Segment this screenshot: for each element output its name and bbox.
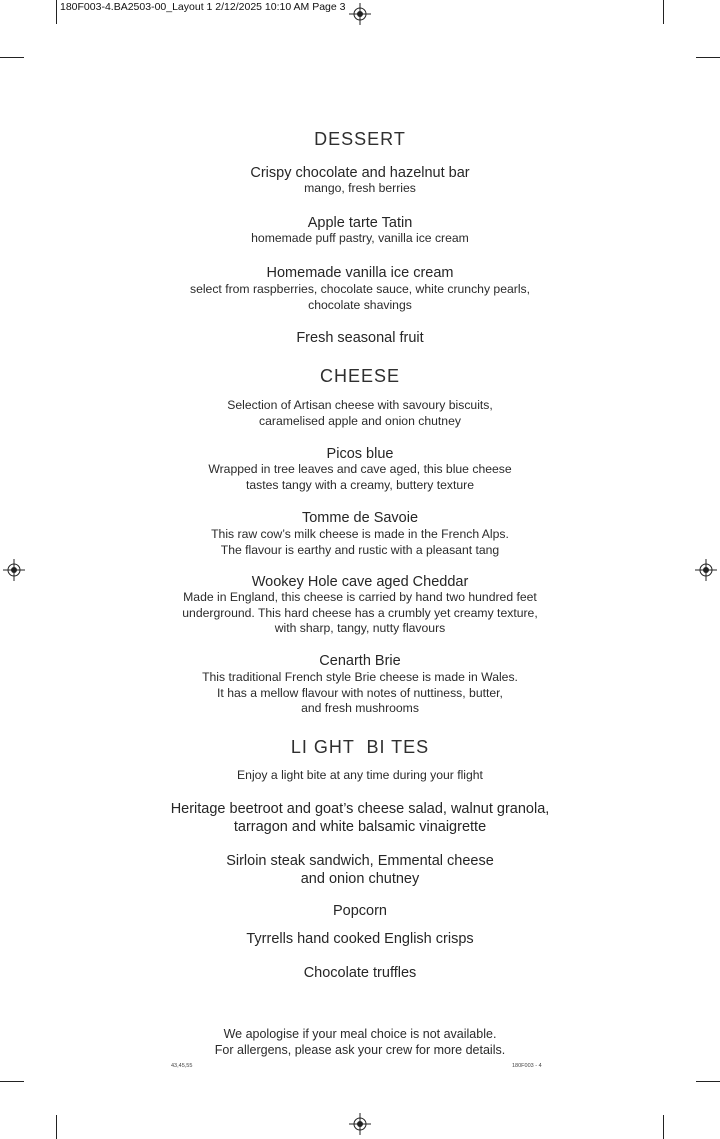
menu-item-name: Crispy chocolate and hazelnut bar bbox=[250, 165, 470, 181]
menu-item-name: Chocolate truffles bbox=[303, 965, 417, 981]
crop-mark bbox=[0, 1081, 24, 1082]
menu-item-name: Fresh seasonal fruit bbox=[296, 330, 424, 346]
menu-item-name: Cenarth Brie bbox=[319, 653, 401, 669]
menu-item-name: Apple tarte Tatin bbox=[307, 215, 413, 231]
menu-item-name: Heritage beetroot and goat’s cheese salad, walnut granola, tarragon and white balsamic vinaigrette bbox=[170, 801, 550, 835]
section-intro: Enjoy a light bite at any time during your flight bbox=[237, 768, 483, 782]
print-code-right: 180F003 - 4 bbox=[512, 1063, 542, 1069]
crop-mark bbox=[663, 0, 664, 24]
menu-item-description: Wrapped in tree leaves and cave aged, this blue cheese tastes tangy with a creamy, buttery texture bbox=[208, 462, 512, 492]
menu-item-description: This traditional French style Brie cheese is made in Wales. It has a mellow flavour with notes of nuttiness, butter, and fresh mushrooms bbox=[202, 670, 518, 715]
menu-item-name: Picos blue bbox=[326, 446, 394, 462]
menu-item-description: Made in England, this cheese is carried by hand two hundred feet underground. This hard cheese has a crumbly yet creamy texture, with sharp, tangy, nutty flavours bbox=[182, 590, 538, 635]
section-title-light-bites: LI GHT BI TES bbox=[290, 737, 430, 757]
menu-item-name: Tomme de Savoie bbox=[301, 510, 419, 526]
menu-item-name: Wookey Hole cave aged Cheddar bbox=[251, 574, 469, 590]
menu-item-name: Popcorn bbox=[332, 903, 387, 919]
menu-item-description: select from raspberries, chocolate sauce, white crunchy pearls, chocolate shavings bbox=[189, 282, 531, 312]
menu-item-description: mango, fresh berries bbox=[304, 181, 416, 195]
crop-mark bbox=[696, 1081, 720, 1082]
registration-crosshair-icon bbox=[349, 3, 371, 25]
registration-crosshair-icon bbox=[349, 1113, 371, 1135]
menu-item-description: This raw cow’s milk cheese is made in the French Alps. The flavour is earthy and rustic with a pleasant tang bbox=[211, 527, 509, 557]
print-code-left: 43,45,55 bbox=[171, 1063, 193, 1069]
menu-item-description: homemade puff pastry, vanilla ice cream bbox=[251, 231, 469, 245]
menu-item-name: Sirloin steak sandwich, Emmental cheese and onion chutney bbox=[226, 853, 494, 887]
crop-mark bbox=[663, 1115, 664, 1139]
menu-item-name: Tyrrells hand cooked English crisps bbox=[246, 931, 474, 947]
section-title-dessert: DESSERT bbox=[314, 129, 406, 149]
crop-mark bbox=[696, 57, 720, 58]
section-title-cheese: CHEESE bbox=[319, 366, 401, 386]
footer-allergens: For allergens, please ask your crew for more details. bbox=[214, 1043, 506, 1057]
print-slug: 180F003-4.BA2503-00_Layout 1 2/12/2025 10:10 AM Page 3 bbox=[60, 1, 346, 13]
crop-mark bbox=[56, 1115, 57, 1139]
menu-item-name: Homemade vanilla ice cream bbox=[266, 265, 454, 281]
crop-mark bbox=[0, 57, 24, 58]
section-intro: Selection of Artisan cheese with savoury biscuits, caramelised apple and onion chutney bbox=[227, 398, 493, 428]
crop-mark bbox=[56, 0, 57, 24]
footer-notice: We apologise if your meal choice is not available. bbox=[223, 1027, 497, 1041]
